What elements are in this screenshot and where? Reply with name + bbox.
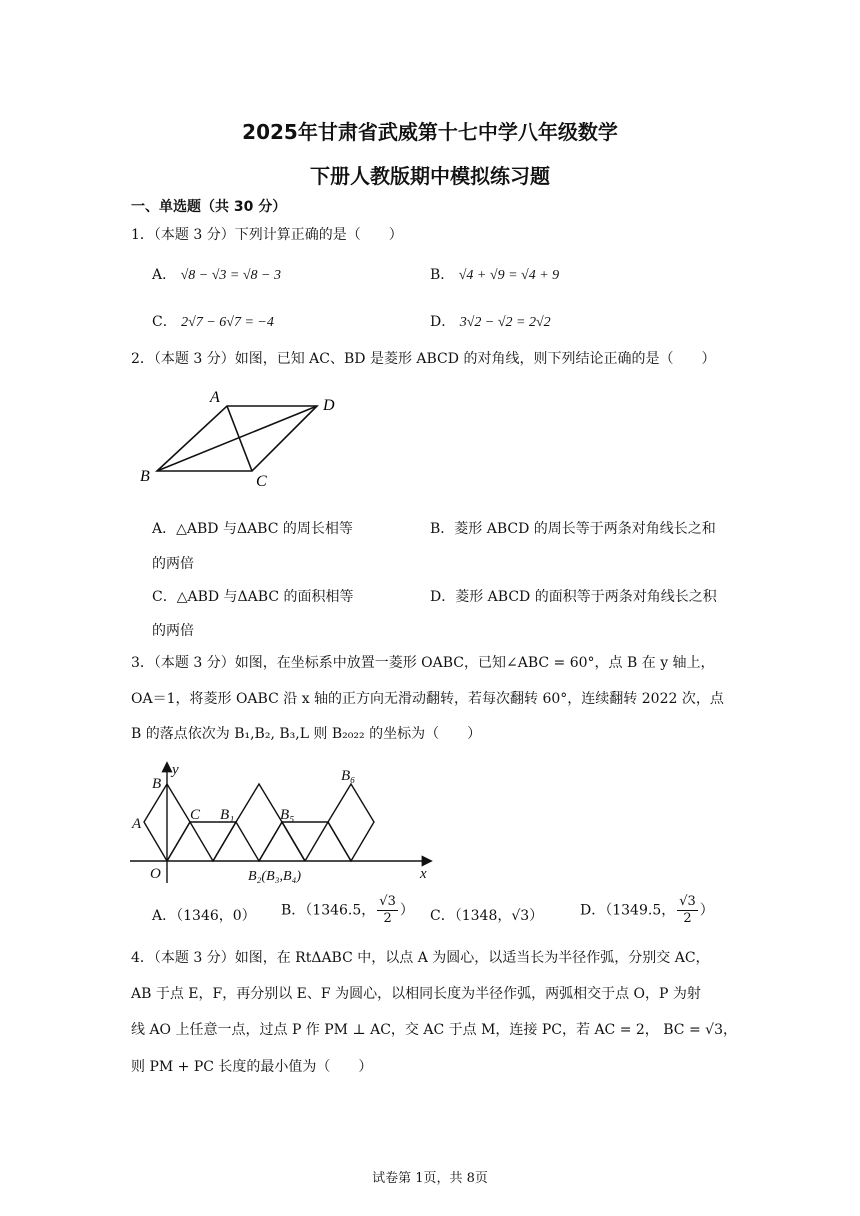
paper-title-line1: 2025年甘肃省武威第十七中学八年级数学 [242, 120, 618, 144]
rhombus-rolling-figure [130, 758, 440, 888]
option-text: 3√2 − √2 = 2√2 [459, 315, 551, 330]
point-label-c: C [190, 807, 201, 823]
question-1-option-d[interactable] [430, 311, 551, 331]
rhombus-b5-edge [282, 822, 305, 861]
option-label: A． [152, 908, 177, 924]
rhombus-figure [132, 386, 352, 496]
fraction-denominator: 2 [383, 911, 392, 926]
rhombus-b6 [328, 784, 374, 861]
option-label: C． [430, 908, 455, 924]
option-label: B． [430, 521, 455, 537]
option-text: 菱形 ABCD 的面积等于两条对角线长之积 [455, 589, 717, 605]
question-1-option-c[interactable] [152, 311, 274, 331]
point-label-b: B [152, 776, 162, 792]
question-1-stem: 1．（本题 3 分）下列计算正确的是（ ） [131, 227, 403, 243]
question-3-line1: 3．（本题 3 分）如图，在坐标系中放置一菱形 OABC，已知∠ABC = 60°，点 B 在 y 轴上， [131, 655, 715, 671]
question-2-option-a[interactable] [152, 518, 353, 538]
rhombus-b2 [259, 822, 305, 861]
vertex-label-c: C [256, 473, 267, 490]
axis-label-x: x [420, 866, 427, 882]
option-suffix: ） [699, 902, 714, 919]
question-2-option-c-continuation: 的两倍 [152, 623, 194, 639]
fraction [677, 894, 698, 927]
question-4-line3: 线 AO 上任意一点，过点 P 作 PM ⊥ AC，交 AC 于点 M，连接 PC，若 AC = 2， BC = √3， [131, 1022, 737, 1038]
question-2-stem: 2．（本题 3 分）如图，已知 AC、BD 是菱形 ABCD 的对角线，则下列结论正确的是（ ） [131, 351, 716, 367]
point-label-b1: B₁ [220, 807, 235, 823]
option-text: △ABD 与ΔABC 的面积相等 [176, 589, 354, 605]
option-label: A． [152, 267, 177, 283]
question-2-option-c[interactable] [152, 586, 354, 606]
option-label: C． [152, 314, 177, 330]
question-2-option-d[interactable] [430, 586, 717, 606]
option-label: B． [281, 902, 306, 919]
rhombus-b5-side [305, 822, 328, 861]
question-2-option-b[interactable] [430, 518, 716, 538]
question-1-option-b[interactable] [430, 264, 559, 284]
vertex-label-d: D [323, 397, 335, 414]
option-prefix: （1346.5， [305, 902, 376, 919]
option-label: D． [580, 902, 606, 919]
paper-title-line2: 下册人教版期中模拟练习题 [310, 164, 550, 188]
rolled-zigzag-lower [167, 822, 305, 861]
vertex-label-b: B [140, 468, 150, 485]
option-text: √4 + √9 = √4 + 9 [458, 268, 560, 283]
point-label-b5: B₅ [280, 807, 295, 823]
question-3-line2: OA＝1，将菱形 OABC 沿 x 轴的正方向无滑动翻转，若每次翻转 60°，连续翻转 2022 次，点 [131, 691, 724, 707]
question-3-line3: B 的落点依次为 B₁,B₂, B₃,L 则 B₂₀₂₂ 的坐标为（ ） [131, 726, 482, 742]
option-text: （1348，√3） [454, 908, 544, 924]
axis-label-y: y [172, 762, 179, 778]
vertex-label-a: A [210, 389, 220, 406]
fraction-denominator: 2 [683, 911, 692, 926]
question-4-line1: 4．（本题 3 分）如图，在 RtΔABC 中，以点 A 为圆心，以适当长为半径作弧，分别交 AC， [131, 950, 710, 966]
question-2-option-a-continuation: 的两倍 [152, 556, 194, 572]
question-4-line2: AB 于点 E，F，再分别以 E、F 为圆心，以相同长度为半径作弧，两弧相交于点 O，P 为射 [131, 986, 701, 1002]
fraction-numerator: √3 [679, 894, 696, 909]
question-3-option-a[interactable] [152, 905, 256, 925]
option-label: C． [152, 589, 177, 605]
question-1-option-a[interactable] [152, 264, 281, 284]
option-text: （1346，0） [176, 908, 256, 924]
option-label: A． [152, 521, 177, 537]
question-3-option-d[interactable] [580, 894, 714, 927]
option-prefix: （1349.5， [605, 902, 676, 919]
point-label-o: O [150, 866, 161, 882]
question-3-option-c[interactable] [430, 905, 543, 925]
fraction [377, 894, 398, 927]
option-text: √8 − √3 = √8 − 3 [180, 268, 281, 283]
point-label-a: A [132, 816, 142, 832]
option-label: D． [430, 314, 456, 330]
point-label-b2-b3-b4: B₂(B₃,B₄) [248, 869, 302, 884]
diagonal-ac [227, 406, 252, 471]
option-label: D． [430, 589, 456, 605]
option-suffix: ） [399, 902, 414, 919]
point-label-b6: B₆ [341, 768, 356, 784]
section-heading: 一、单选题（共 30 分） [131, 199, 287, 215]
option-text: 菱形 ABCD 的周长等于两条对角线长之和 [454, 521, 716, 537]
option-label: B． [430, 267, 455, 283]
question-3-option-b[interactable] [281, 894, 414, 927]
option-text: 2√7 − 6√7 = −4 [181, 315, 274, 330]
fraction-numerator: √3 [379, 894, 396, 909]
option-text: △ABD 与ΔABC 的周长相等 [176, 521, 353, 537]
question-4-line4: 则 PM + PC 长度的最小值为（ ） [131, 1059, 373, 1075]
diagonal-bd [157, 406, 317, 471]
page-footer: 试卷第 1页，共 8页 [372, 1171, 488, 1186]
